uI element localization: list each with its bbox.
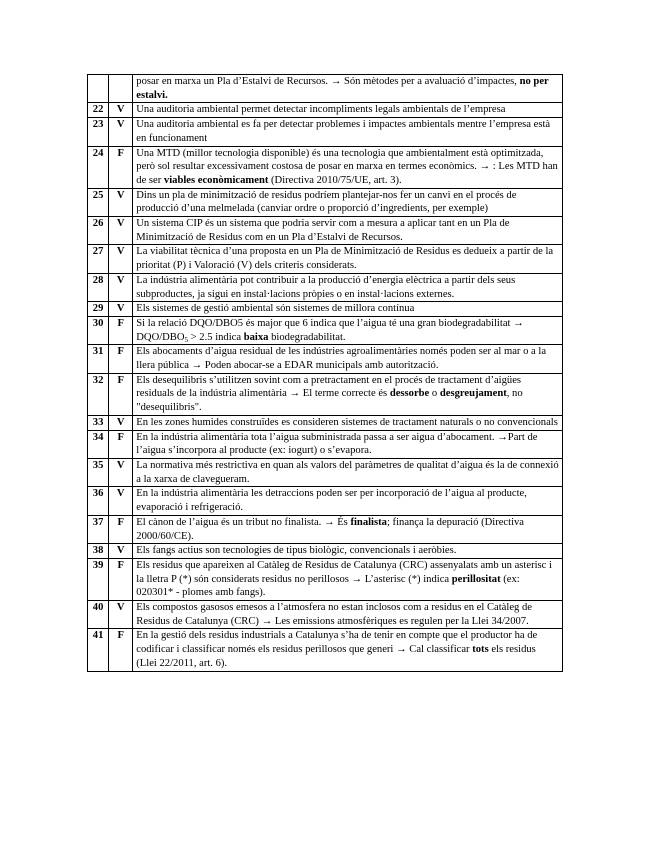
table-row	[88, 345, 563, 373]
table-row	[88, 629, 563, 671]
statement-segment: Si la relació DQO/DBO5 és major que 6 indica que l’aigua té una gran biodegradabilitat → DQO/DBO	[136, 317, 524, 343]
table-row	[88, 458, 563, 486]
statement-segment: En les zones humides construïdes es consideren sistemes de tractament naturals o no convencionals	[136, 416, 558, 428]
statement-text	[133, 188, 563, 216]
statement-text	[133, 146, 563, 188]
statement-segment: En la indústria alimentària tota l’aigua subministrada passa a ser aigua d’abocament. →Part de l’aigua s’incorpora al producte (ex: iogurt) o s’evapora.	[136, 431, 538, 457]
table-row	[88, 601, 563, 629]
question-number	[88, 75, 109, 103]
table-row	[88, 103, 563, 118]
statement-segment: El cànon de l’aigua és un tribut no finalista. → És	[136, 516, 351, 528]
answer-value: V	[109, 601, 133, 629]
statement-text	[133, 458, 563, 486]
answer-value: F	[109, 316, 133, 344]
statement-text	[133, 217, 563, 245]
table-row	[88, 430, 563, 458]
statement-emphasis: tots	[472, 644, 489, 656]
statement-segment: Una MTD (millor tecnologia disponible) és una tecnologia que ambientalment està optimitzada, però sol resultar excessivament costosa de posar en marxa en termes econòmics. → : Les MTD han de ser	[136, 147, 558, 186]
answer-value: F	[109, 430, 133, 458]
question-number: 28	[88, 273, 109, 301]
table-row	[88, 544, 563, 559]
statement-segment: En la indústria alimentària les detraccions poden ser per incorporació de l’aigua al producte, evaporació i refrigeració.	[136, 488, 527, 514]
statement-segment: La viabilitat tècnica d’una proposta en un Pla de Minimització de Residus es dedueix a partir de la prioritat (P) i Valoració (V) dels criteris considerats.	[136, 246, 554, 272]
answer-value: F	[109, 629, 133, 671]
question-number: 30	[88, 316, 109, 344]
question-number: 31	[88, 345, 109, 373]
question-number: 27	[88, 245, 109, 273]
question-number: 35	[88, 458, 109, 486]
statement-segment: ; finança la depuració (Directiva 2000/60/CE).	[136, 516, 525, 542]
statement-segment: Dins un pla de minimització de residus podríem plantejar-nos fer un canvi en el procés de producció d’una melmelada (canviar ordre o proporció d’ingredients, per exemple)	[136, 189, 517, 215]
statement-segment: (Directiva 2010/75/UE, art. 3).	[268, 174, 402, 186]
statement-text	[133, 75, 563, 103]
statement-segment: els residus (Llei 22/2011, art. 6).	[136, 644, 536, 669]
statement-emphasis: dessorbe	[389, 388, 430, 400]
answer-value: F	[109, 515, 133, 543]
table-row	[88, 75, 563, 103]
statement-text	[133, 430, 563, 458]
question-number: 33	[88, 415, 109, 430]
table-row	[88, 373, 563, 415]
answer-table-container	[87, 74, 563, 672]
statement-segment: (ex: 020301* - plomes amb fangs).	[136, 573, 520, 599]
question-number: 22	[88, 103, 109, 118]
question-number: 38	[88, 544, 109, 559]
statement-segment: Els compostos gasosos emesos a l’atmosfera no estan inclosos com a residus en el Catàleg de Residus de Catalunya (CRC) → Les emissions atmosfèriques es regulen per la Llei 34/2007.	[136, 602, 532, 627]
statement-segment: Un sistema CIP és un sistema que podria servir com a mesura a aplicar tant en un Pla de Minimització de Residus com en un Pla d’Estalvi de Recursos.	[136, 218, 510, 243]
statement-text	[133, 373, 563, 415]
table-row	[88, 316, 563, 344]
answer-value: F	[109, 345, 133, 373]
answer-value: V	[109, 118, 133, 146]
table-row	[88, 558, 563, 600]
statement-segment: La indústria alimentària pot contribuir a la producció d’energia elèctrica a partir dels seus subproductes, ja sigui en instal·lacions pròpies o en instal·lacions externes.	[136, 274, 516, 300]
answer-value: V	[109, 103, 133, 118]
statement-text	[133, 245, 563, 273]
answer-table-body	[88, 75, 563, 672]
statement-text	[133, 601, 563, 629]
question-number: 23	[88, 118, 109, 146]
statement-emphasis: no per estalvi.	[136, 76, 549, 101]
answer-value	[109, 75, 133, 103]
table-row	[88, 245, 563, 273]
statement-text	[133, 487, 563, 515]
answer-value: V	[109, 544, 133, 559]
table-row	[88, 118, 563, 146]
statement-segment: Els residus que apareixen al Catàleg de Residus de Catalunya (CRC) assenyalats amb un asterisc i la lletra P (*) són considerats residus no perillosos → L’asterisc (*) indica	[136, 559, 552, 585]
table-row	[88, 217, 563, 245]
question-number: 36	[88, 487, 109, 515]
statement-text	[133, 118, 563, 146]
statement-text	[133, 544, 563, 559]
question-number: 32	[88, 373, 109, 415]
statement-text	[133, 302, 563, 317]
question-number: 41	[88, 629, 109, 671]
statement-text	[133, 415, 563, 430]
statement-emphasis: baixa	[243, 331, 269, 343]
statement-segment: Una auditoria ambiental es fa per detectar problemes i impactes ambientals mentre l’empresa està en funcionament	[136, 119, 551, 144]
answer-value: V	[109, 188, 133, 216]
statement-segment: > 2.5 indica	[188, 331, 244, 343]
table-row	[88, 273, 563, 301]
statement-segment: posar en marxa un Pla d’Estalvi de Recursos. → Són mètodes per a avaluació d’impactes,	[136, 76, 520, 87]
table-row	[88, 302, 563, 317]
question-number: 25	[88, 188, 109, 216]
question-number: 34	[88, 430, 109, 458]
answer-value: V	[109, 415, 133, 430]
statement-text	[133, 103, 563, 118]
answer-value: F	[109, 558, 133, 600]
statement-segment: En la gestió dels residus industrials a Catalunya s’ha de tenir en compte que el productor ha de codificar i classificar només els residus perillosos que generi → Cal classificar	[136, 630, 538, 656]
statement-segment: La normativa més restrictiva en quan als valors del paràmetres de qualitat d’aigua és la de connexió a la xarxa de clavegueram.	[136, 459, 559, 485]
table-row	[88, 415, 563, 430]
answer-table	[87, 74, 563, 672]
answer-value: F	[109, 373, 133, 415]
question-number: 29	[88, 302, 109, 317]
statement-emphasis: desgreujament	[439, 388, 507, 400]
table-row	[88, 487, 563, 515]
statement-text	[133, 629, 563, 671]
statement-segment: o	[429, 388, 440, 400]
question-number: 26	[88, 217, 109, 245]
question-number: 24	[88, 146, 109, 188]
answer-value: V	[109, 245, 133, 273]
answer-value: V	[109, 487, 133, 515]
statement-segment: Els abocaments d’aigua residual de les indústries agroalimentàries només poden ser al mar o a la llera pública → Poden abocar-se a EDAR municipals amb autorització.	[136, 346, 547, 372]
statement-segment: biodegradabilitat.	[268, 331, 346, 343]
question-number: 40	[88, 601, 109, 629]
statement-segment: Els sistemes de gestió ambiental són sistemes de millora contínua	[136, 303, 415, 315]
statement-segment: Una auditoria ambiental permet detectar incompliments legals ambientals de l’empresa	[136, 104, 506, 116]
statement-emphasis: finalista	[350, 516, 387, 528]
statement-text	[133, 515, 563, 543]
answer-value: V	[109, 217, 133, 245]
statement-segment: , no "desequilibris".	[136, 388, 523, 414]
answer-value: F	[109, 146, 133, 188]
statement-text	[133, 316, 563, 344]
statement-emphasis: viables econòmicament	[163, 174, 269, 186]
statement-text	[133, 273, 563, 301]
table-row	[88, 188, 563, 216]
statement-text	[133, 558, 563, 600]
statement-segment: Els fangs actius son tecnologies de tipus biològic, convencionals i aeròbies.	[136, 545, 457, 557]
statement-subscript: 5	[184, 335, 189, 344]
question-number: 37	[88, 515, 109, 543]
statement-emphasis: perillositat	[451, 573, 501, 585]
statement-segment: Els desequilibris s’utilitzen sovint com a pretractament en el procés de tractament d’aigües residuals de la indústria alimentària → El terme correcte és	[136, 374, 522, 400]
table-row	[88, 515, 563, 543]
answer-value: V	[109, 273, 133, 301]
answer-value: V	[109, 302, 133, 317]
statement-text	[133, 345, 563, 373]
answer-value: V	[109, 458, 133, 486]
question-number: 39	[88, 558, 109, 600]
table-row	[88, 146, 563, 188]
